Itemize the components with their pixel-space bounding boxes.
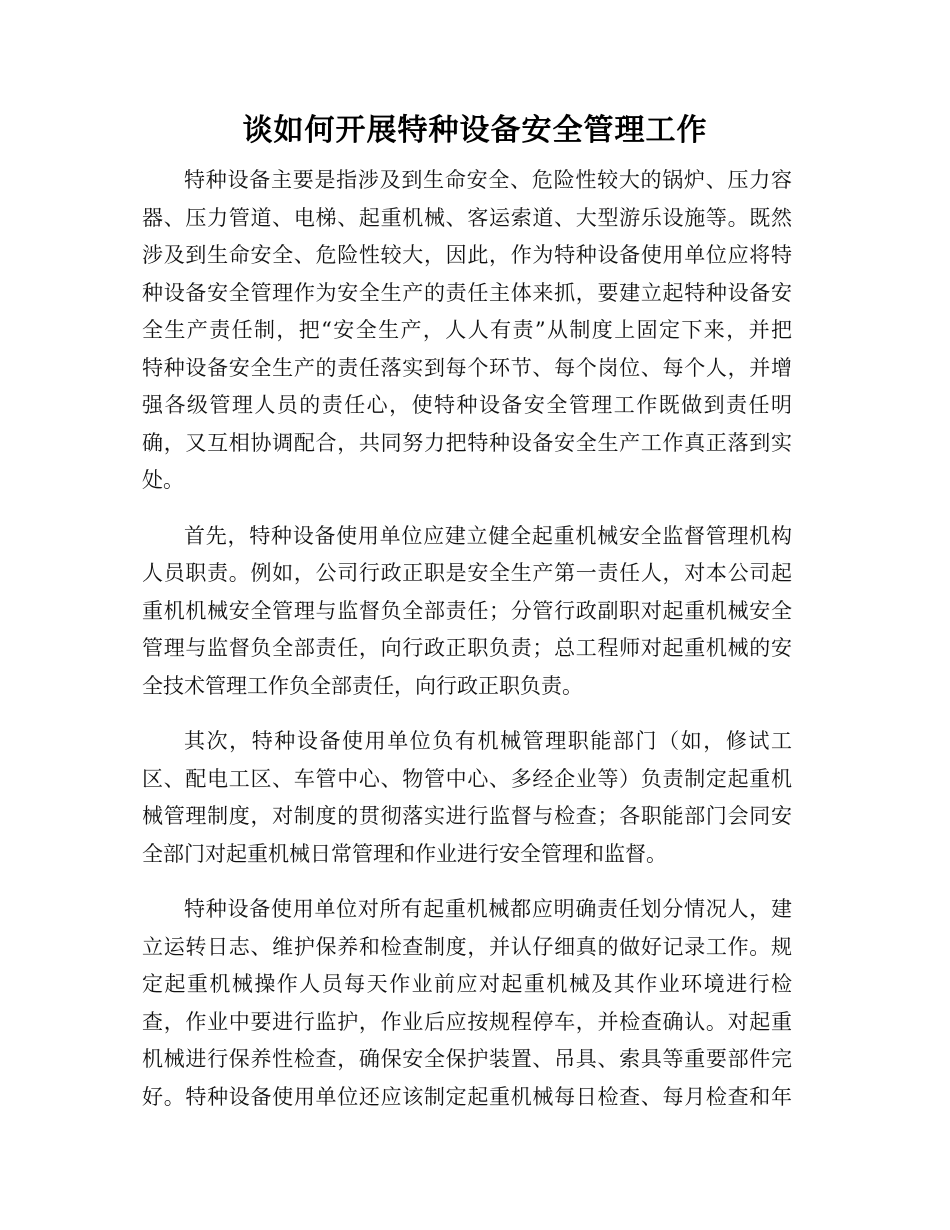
- paragraph-line: 重机机械安全管理与监督负全部责任；分管行政副职对起重机械安全: [142, 598, 792, 623]
- paragraph-line: 特种设备使用单位对所有起重机械都应明确责任划分情况人，建: [184, 897, 792, 921]
- paragraph-line: 查，作业中要进行监护，作业后应按规程停车，并检查确认。对起重: [142, 1009, 792, 1034]
- paragraph-line: 机械进行保养性检查，确保安全保护装置、吊具、索具等重要部件完: [142, 1047, 792, 1071]
- paragraph-line: 确，又互相协调配合，共同努力把特种设备安全生产工作真正落到实: [142, 430, 792, 455]
- paragraph-line: 其次，特种设备使用单位负有机械管理职能部门（如，修试工: [184, 729, 792, 753]
- paragraph-line: 器、压力管道、电梯、起重机械、客运索道、大型游乐设施等。既然: [142, 205, 792, 230]
- paragraph-line: 械管理制度，对制度的贯彻落实进行监督与检查；各职能部门会同安: [142, 804, 792, 828]
- document-body: [142, 162, 792, 1134]
- paragraph-line: 立运转日志、维护保养和检查制度，并认仔细真的做好记录工作。规: [142, 934, 792, 959]
- paragraph-2: [142, 518, 792, 706]
- paragraph-line: 全部门对起重机械日常管理和作业进行安全管理和监督。: [142, 841, 667, 866]
- paragraph-line: 强各级管理人员的责任心，使特种设备安全管理工作既做到责任明: [142, 393, 792, 417]
- paragraph-line: 管理与监督负全部责任，向行政正职负责；总工程师对起重机械的安: [142, 636, 792, 660]
- paragraph-line: 特种设备主要是指涉及到生命安全、危险性较大的锅炉、压力容: [184, 168, 792, 192]
- paragraph-line: 全生产责任制，把“安全生产，人人有责”从制度上固定下来，并把: [142, 318, 792, 342]
- paragraph-line: 种设备安全管理作为安全生产的责任主体来抓，要建立起特种设备安: [142, 280, 792, 305]
- paragraph-line: 处。: [142, 468, 184, 492]
- paragraph-line: 定起重机械操作人员每天作业前应对起重机械及其作业环境进行检: [142, 972, 792, 996]
- paragraph-line: 首先，特种设备使用单位应建立健全起重机械安全监督管理机构: [184, 523, 792, 548]
- paragraph-line: 特种设备安全生产的责任落实到每个环节、每个岗位、每个人，并增: [142, 355, 792, 380]
- paragraph-3: [142, 723, 792, 873]
- paragraph-4: [142, 891, 792, 1116]
- document-title: 谈如何开展特种设备安全管理工作: [242, 113, 708, 148]
- paragraph-1: [142, 162, 792, 500]
- paragraph-line: 人员职责。例如，公司行政正职是安全生产第一责任人，对本公司起: [142, 561, 792, 585]
- paragraph-line: 区、配电工区、车管中心、物管中心、多经企业等）负责制定起重机: [142, 766, 792, 791]
- paragraph-line: 好。特种设备使用单位还应该制定起重机械每日检查、每月检查和年: [142, 1084, 792, 1109]
- paragraph-line: 涉及到生命安全、危险性较大，因此，作为特种设备使用单位应将特: [142, 243, 792, 267]
- paragraph-line: 全技术管理工作负全部责任，向行政正职负责。: [142, 673, 583, 698]
